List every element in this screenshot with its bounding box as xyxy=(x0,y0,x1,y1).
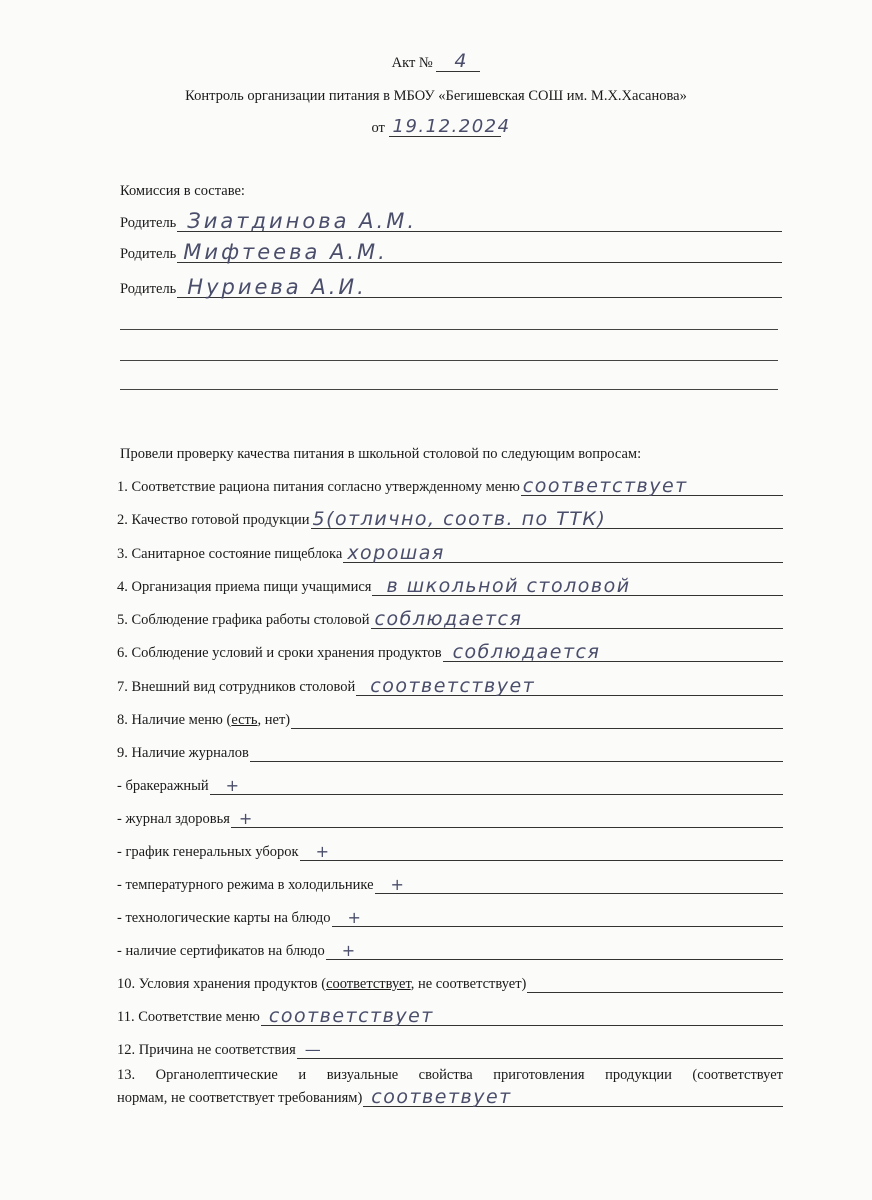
journal-item xyxy=(117,844,783,861)
check-item-label: 6. Соблюдение условий и сроки хранения продуктов xyxy=(117,645,442,661)
check-item-label: нормам, не соответствует требованиям) xyxy=(117,1090,363,1106)
check-mark: + xyxy=(238,809,254,828)
check-item-label: 9. Наличие журналов xyxy=(117,745,249,761)
blank-line xyxy=(120,360,778,361)
check-item-answer: хорошая xyxy=(347,542,445,564)
member-name: Нуриева А.И. xyxy=(187,275,367,299)
check-item-answer: соблюдается xyxy=(374,608,523,630)
journal-item xyxy=(117,877,783,894)
check-item xyxy=(117,508,783,530)
member-role: Родитель xyxy=(120,281,177,297)
check-item-answer: соблюдается xyxy=(452,641,601,663)
commission-heading: Комиссия в составе: xyxy=(120,183,245,199)
check-item-answer: соответствует xyxy=(522,475,688,497)
check-item xyxy=(117,608,783,630)
date-prefix: от xyxy=(371,120,385,136)
journal-item xyxy=(117,811,783,828)
check-item-answer: — xyxy=(304,1040,323,1059)
commission-member xyxy=(120,209,782,233)
check-item xyxy=(117,542,783,564)
check-item xyxy=(117,575,783,597)
journal-item xyxy=(117,910,783,927)
member-name: Зиатдинова А.М. xyxy=(187,209,418,233)
document-title: Контроль организации питания в МБОУ «Бегишевская СОШ им. М.Х.Хасанова» xyxy=(185,88,687,104)
check-mark: + xyxy=(225,776,241,795)
commission-member xyxy=(120,275,782,299)
check-item-answer: соответствует xyxy=(268,1005,434,1027)
check-mark: + xyxy=(341,941,357,960)
check-item xyxy=(117,475,783,497)
check-item-label: 3. Санитарное состояние пищеблока xyxy=(117,546,343,562)
journal-item-label: - температурного режима в холодильнике xyxy=(117,877,374,893)
journal-item-label: - бракеражный xyxy=(117,778,209,794)
check-item xyxy=(117,976,783,993)
journal-item-label: - технологические карты на блюдо xyxy=(117,910,331,926)
selected-option: есть xyxy=(231,712,258,728)
check-item-label: 7. Внешний вид сотрудников столовой xyxy=(117,679,356,695)
act-heading xyxy=(0,50,872,72)
check-item-answer: в школьной столовой xyxy=(386,575,631,597)
check-item-label: 5. Соблюдение графика работы столовой xyxy=(117,612,370,628)
journal-item-label: - график генеральных уборок xyxy=(117,844,299,860)
check-item-label: 1. Соответствие рациона питания согласно утвержденному меню xyxy=(117,479,520,495)
check-item xyxy=(117,1005,783,1027)
check-item-answer: соответвует xyxy=(371,1086,512,1108)
check-item xyxy=(117,1086,783,1108)
check-item xyxy=(117,675,783,697)
check-mark: + xyxy=(315,842,331,861)
act-number: 4 xyxy=(454,50,468,72)
check-item-label: 12. Причина не соответствия xyxy=(117,1042,296,1058)
act-label: Акт № xyxy=(391,55,433,71)
journal-item xyxy=(117,943,783,960)
check-item xyxy=(117,712,783,729)
date-value: 19.12.2024 xyxy=(392,116,511,137)
member-role: Родитель xyxy=(120,215,177,231)
blank-line xyxy=(120,329,778,330)
document-date xyxy=(0,116,872,137)
member-name: Мифтеева А.М. xyxy=(183,240,388,264)
check-item-13-text: 13. Органолептические и визуальные свойства приготовления продукции (соответствует xyxy=(117,1067,783,1083)
check-item-answer: 5(отлично, соотв. по ТТК) xyxy=(312,508,607,530)
selected-option: соответствует xyxy=(326,976,411,992)
commission-member xyxy=(120,240,782,264)
check-item xyxy=(117,1042,783,1059)
check-item xyxy=(117,641,783,663)
check-item-answer: соответствует xyxy=(370,675,536,697)
check-item xyxy=(117,745,783,762)
journal-item-label: - журнал здоровья xyxy=(117,811,230,827)
member-role: Родитель xyxy=(120,246,177,262)
check-item-label: 4. Организация приема пищи учащимися xyxy=(117,579,372,595)
blank-line xyxy=(120,389,778,390)
check-item-label: 8. Наличие меню (есть, нет) xyxy=(117,712,291,728)
journal-item-label: - наличие сертификатов на блюдо xyxy=(117,943,325,959)
check-mark: + xyxy=(347,908,363,927)
check-intro: Провели проверку качества питания в школьной столовой по следующим вопросам: xyxy=(120,446,642,462)
check-item-label: 2. Качество готовой продукции xyxy=(117,512,310,528)
journal-item xyxy=(117,778,783,795)
check-item-label: 11. Соответствие меню xyxy=(117,1009,260,1025)
check-item-label: 10. Условия хранения продуктов (соответствует, не соответствует) xyxy=(117,976,527,992)
check-mark: + xyxy=(390,875,406,894)
